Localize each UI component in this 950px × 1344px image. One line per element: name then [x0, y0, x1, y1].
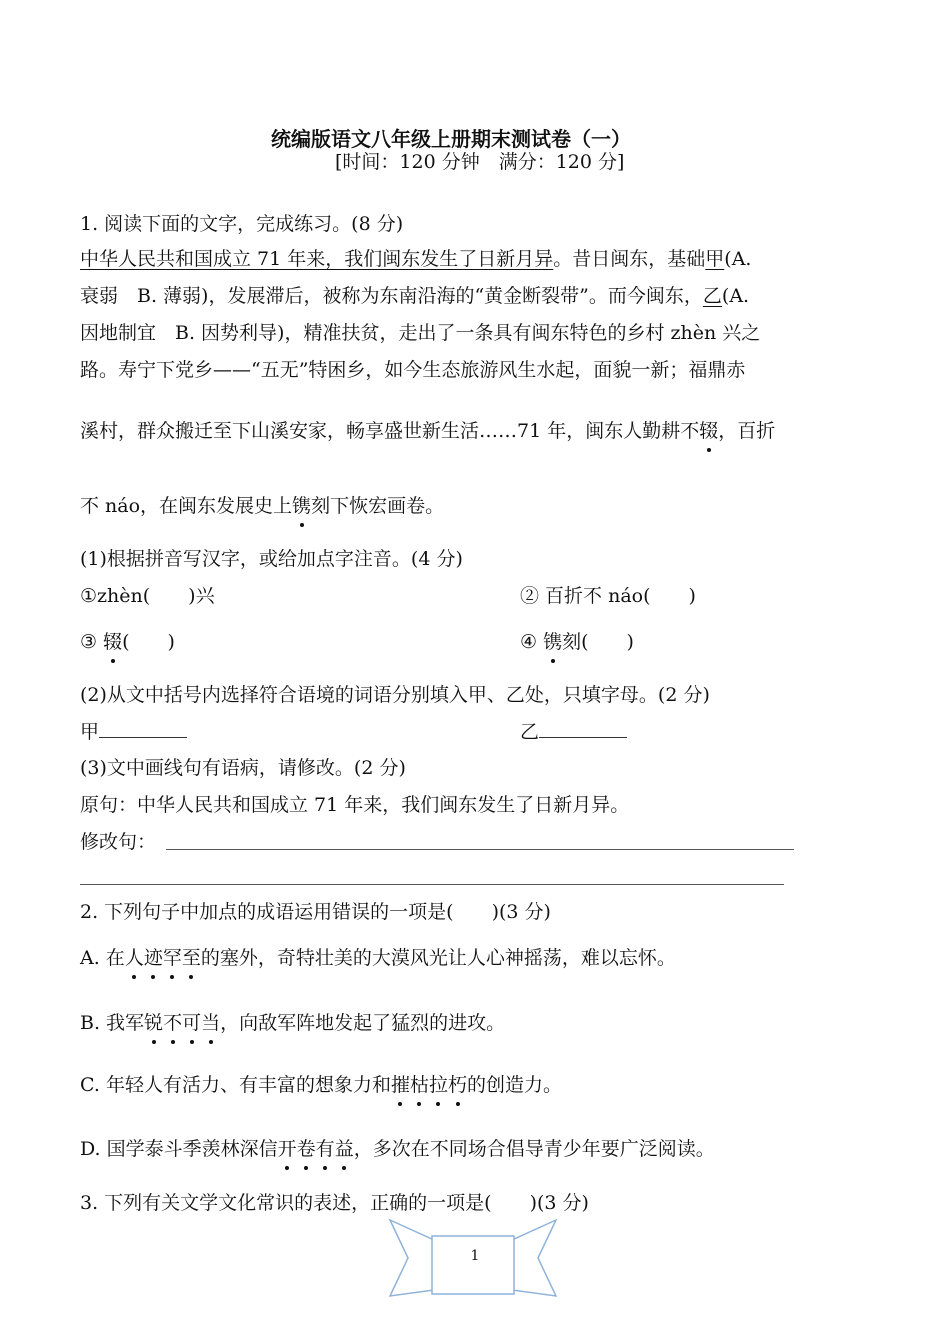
- dotted-char: 罕: [162, 947, 182, 969]
- passage-line-2: 衰弱 B. 薄弱)，发展滞后，被称为东南沿海的“黄金断裂带”。而今闽东，乙(A.: [80, 285, 750, 307]
- answer-blank-jia[interactable]: [99, 719, 187, 738]
- dotted-char: 迹: [143, 947, 163, 969]
- dotted-char: 枯: [409, 1074, 429, 1096]
- answer-blank-yi[interactable]: [539, 719, 627, 738]
- dotted-char: 拉: [428, 1074, 448, 1096]
- q1-sub1-item-3: ③ 辍( ): [80, 631, 175, 653]
- dotted-char: 卷: [296, 1138, 316, 1160]
- passage-line-3: 因地制宜 B. 因势利导)，精准扶贫，走出了一条具有闽东特色的乡村 zhèn 兴之: [80, 322, 761, 344]
- q2-option-a: A. 在人迹罕至的塞外，奇特壮美的大漠风光让人心神摇荡，难以忘怀。: [80, 947, 676, 969]
- q1-heading: 1. 阅读下面的文字，完成练习。(8 分): [80, 213, 404, 235]
- page-subtitle: [时间：120 分钟 满分：120 分]: [335, 151, 625, 173]
- passage-line-6: 不 náo，在闽东发展史上镌刻下恢宏画卷。: [80, 495, 445, 517]
- q2-option-d: D. 国学泰斗季羡林深信开卷有益，多次在不同场合倡导青少年要广泛阅读。: [80, 1138, 715, 1160]
- q1-sub2-heading: (2)从文中括号内选择符合语境的词语分别填入甲、乙处，只填字母。(2 分): [80, 684, 710, 706]
- q2-option-b: B. 我军锐不可当，向敌军阵地发起了猛烈的进攻。: [80, 1012, 506, 1034]
- q1-sub1-item-1: ①zhèn( )兴: [80, 585, 215, 607]
- dotted-char: 镌: [292, 495, 312, 517]
- dotted-char: 摧: [390, 1074, 410, 1096]
- dotted-char: 锐: [144, 1012, 164, 1034]
- dotted-char: 开: [277, 1138, 297, 1160]
- revised-label: 修改句：: [80, 831, 157, 853]
- q1-sub1-heading: (1)根据拼音写汉字，或给加点字注音。(4 分): [80, 548, 463, 570]
- dotted-char: 不: [163, 1012, 183, 1034]
- dotted-char: 辍: [103, 631, 123, 653]
- passage-line-4: 路。寿宁下党乡——“五无”特困乡，如今生态旅游风生水起，面貌一新；福鼎赤: [80, 359, 746, 381]
- dotted-char: 镌: [543, 631, 563, 653]
- blank-marker-jia: 甲: [705, 248, 725, 270]
- q2-heading: 2. 下列句子中加点的成语运用错误的一项是( )(3 分): [80, 901, 551, 923]
- dotted-char: 可: [182, 1012, 202, 1034]
- q1-sub3-heading: (3)文中画线句有语病，请修改。(2 分): [80, 757, 406, 779]
- dotted-char: 至: [181, 947, 201, 969]
- dotted-char: 人: [124, 947, 144, 969]
- answer-jia: 甲: [80, 719, 187, 745]
- dotted-char: 朽: [448, 1074, 468, 1096]
- blank-marker-yi: 乙: [702, 285, 722, 307]
- revised-answer-line-1[interactable]: [166, 849, 794, 850]
- original-sentence: 原句：中华人民共和国成立 71 年来，我们闽东发生了日新月异。: [80, 794, 630, 816]
- q3-heading: 3. 下列有关文学文化常识的表述，正确的一项是( )(3 分): [80, 1192, 589, 1214]
- passage-line-5: 溪村，群众搬迁至下山溪安家，畅享盛世新生活……71 年，闽东人勤耕不辍，百折: [80, 420, 776, 442]
- underlined-sentence: 中华人民共和国成立 71 年来，我们闽东发生了日新月异: [80, 248, 554, 270]
- dotted-char: 辍: [699, 420, 719, 442]
- dotted-char: 当: [201, 1012, 221, 1034]
- dotted-char: 益: [334, 1138, 354, 1160]
- q2-option-c: C. 年轻人有活力、有丰富的想象力和摧枯拉朽的创造力。: [80, 1074, 563, 1096]
- answer-yi: 乙: [520, 719, 627, 745]
- page-title: 统编版语文八年级上册期末测试卷（一）: [271, 127, 631, 151]
- revised-answer-line-2[interactable]: [80, 884, 784, 885]
- q1-sub1-item-2: ② 百折不 náo( ): [520, 585, 696, 607]
- passage-line-1: 中华人民共和国成立 71 年来，我们闽东发生了日新月异。昔日闽东，基础甲(A.: [80, 248, 752, 270]
- page-number: 1: [470, 1248, 480, 1264]
- q1-sub1-item-4: ④ 镌刻( ): [520, 631, 634, 653]
- dotted-char: 有: [315, 1138, 335, 1160]
